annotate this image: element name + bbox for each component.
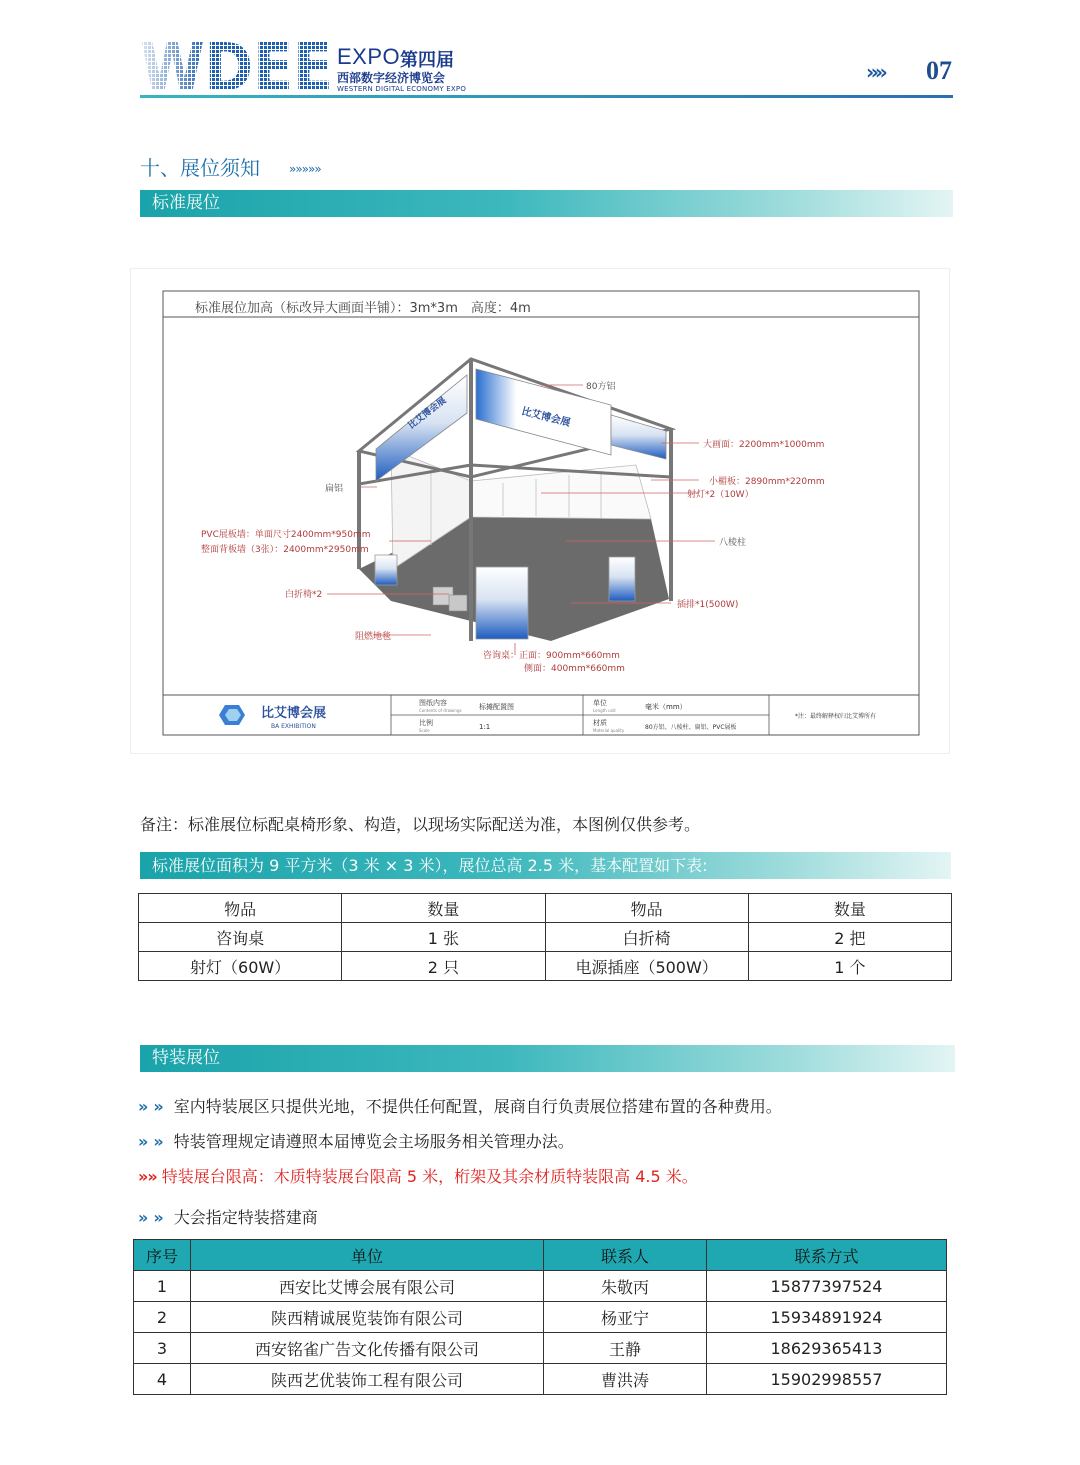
banner-brand: 比艾博会展: [520, 406, 572, 430]
bullet-arrow-icon: »: [138, 1208, 146, 1227]
page-number: 07: [926, 56, 952, 85]
callout-lintel: 小楣板：2890mm*220mm: [709, 477, 825, 487]
table-cell: 陕西精诚展览装饰有限公司: [191, 1302, 544, 1333]
config-header-qty: 数量: [342, 894, 545, 923]
table-cell: 朱敬丙: [544, 1271, 707, 1302]
callout-pillar: 八棱柱: [719, 538, 747, 548]
builders-title-text: 大会指定特装搭建商: [173, 1208, 318, 1227]
callout-desk-side: 侧面：400mm*660mm: [524, 664, 625, 674]
footer-material-value: 80方铝、八棱柱、扁铝、PVC展板: [645, 724, 737, 731]
bullet-arrow-icon: »: [153, 1097, 161, 1116]
builders-header-company: 单位: [191, 1240, 544, 1271]
expo-edition-title: 第四届: [400, 50, 454, 71]
table-cell: 1 张: [342, 923, 545, 952]
table-cell: 咨询桌: [139, 923, 342, 952]
config-table-header: [139, 894, 952, 923]
table-row: [134, 1271, 947, 1302]
footer-scale-label: 比例: [419, 719, 433, 727]
header-divider: [140, 95, 953, 98]
callout-chairs: 白折椅*2: [285, 590, 323, 600]
bullet-arrow-icon: »: [138, 1167, 146, 1186]
callout-back-wall: 整面背板墙（3张）：2400mm*2950mm: [201, 545, 369, 555]
expo-chinese-name: 西部数字经济博览会: [337, 71, 446, 85]
footer-content-label: 图纸内容: [419, 699, 447, 707]
table-cell: 王静: [544, 1333, 707, 1364]
table-cell: 电源插座（500W）: [545, 952, 748, 981]
table-cell: 15902998557: [707, 1364, 947, 1395]
bullet-arrow-icon: »: [153, 1132, 161, 1151]
footer-scale-label-en: Scale: [419, 728, 430, 733]
table-row: [134, 1333, 947, 1364]
callout-spotlight: 射灯*2（10W）: [687, 490, 754, 500]
booth-drawing-svg: [131, 269, 951, 755]
builders-header-contact: 联系人: [544, 1240, 707, 1271]
table-row: [139, 952, 952, 981]
table-cell: 白折椅: [545, 923, 748, 952]
bullet-text: 室内特装展区只提供光地，不提供任何配置，展商自行负责展位搭建布置的各种费用。: [173, 1097, 782, 1116]
table-cell: 射灯（60W）: [139, 952, 342, 981]
table-row: [134, 1364, 947, 1395]
page-arrows-icon: »»: [866, 60, 884, 84]
callout-flat-aluminum: 扁铝: [325, 484, 344, 494]
builders-title: [138, 1205, 318, 1228]
bullet-arrow-icon: »: [153, 1208, 161, 1227]
table-cell: 曹洪涛: [544, 1364, 707, 1395]
table-cell: 2 只: [342, 952, 545, 981]
left-desk: [375, 555, 397, 585]
section-title: 十、展位须知: [140, 156, 260, 180]
footer-brand-en: BA EXHIBITION: [271, 723, 316, 730]
builders-table: [133, 1239, 947, 1395]
callout-aluminum: 80方铝: [586, 382, 616, 392]
table-cell: 1 个: [748, 952, 951, 981]
special-booth-bar: 特装展位: [140, 1045, 955, 1072]
expo-english-name: WESTERN DIGITAL ECONOMY EXPO: [337, 85, 467, 93]
table-cell: 1: [134, 1271, 191, 1302]
bullet-text-red: 特装展台限高：木质特装展台限高 5 米，桁架及其余材质特装限高 4.5 米。: [161, 1167, 698, 1186]
builders-table-header: [134, 1240, 947, 1271]
special-bullet-1: [138, 1094, 782, 1117]
builders-header-phone: 联系方式: [707, 1240, 947, 1271]
wdee-logo: [140, 38, 335, 94]
footer-unit-value: 毫米（mm）: [645, 703, 687, 711]
standard-booth-bar: 标准展位: [140, 190, 953, 217]
config-header-item-2: 物品: [545, 894, 748, 923]
expo-word: EXPO: [337, 44, 401, 69]
booth-note: 备注：标准展位标配桌椅形象、构造，以现场实际配送为准，本图例仅供参考。: [140, 815, 701, 834]
builders-header-no: 序号: [134, 1240, 191, 1271]
section-arrows-icon: »»»»»: [289, 162, 321, 176]
bullet-arrow-icon: »: [147, 1167, 155, 1186]
table-cell: 4: [134, 1364, 191, 1395]
table-cell: 杨亚宁: [544, 1302, 707, 1333]
footer-unit-label-en: Length unit: [593, 708, 616, 713]
footer-content-label-en: Contents of drawings: [419, 708, 462, 713]
table-cell: 2 把: [748, 923, 951, 952]
config-table: [138, 893, 952, 981]
table-cell: 15934891924: [707, 1302, 947, 1333]
bullet-arrow-icon: »: [138, 1132, 146, 1151]
callout-pvc-wall: PVC展板墙：单面尺寸2400mm*950mm: [201, 530, 371, 540]
front-right-banner: [611, 415, 666, 459]
config-bar: 标准展位面积为 9 平方米（3 米 × 3 米），展位总高 2.5 米，基本配置如下表:: [140, 852, 951, 879]
left-banner-brand: 比艾博会展: [406, 395, 449, 432]
callout-desk-front: 咨询桌：正面：900mm*660mm: [483, 651, 620, 661]
table-cell: 15877397524: [707, 1271, 947, 1302]
footer-material-label-en: Material quality: [593, 728, 625, 733]
footer-brand: 比艾博会展: [261, 706, 327, 721]
table-cell: 西安铭雀广告文化传播有限公司: [191, 1333, 544, 1364]
footer-unit-label: 单位: [593, 699, 607, 707]
config-header-qty-2: 数量: [748, 894, 951, 923]
callout-big-panel: 大画面：2200mm*1000mm: [703, 440, 825, 450]
bullet-arrow-icon: »: [138, 1097, 146, 1116]
footer-content-value: 标摊配置图: [479, 703, 514, 711]
bullet-text: 特装管理规定请遵照本届博览会主场服务相关管理办法。: [173, 1132, 574, 1151]
config-header-item: 物品: [139, 894, 342, 923]
footer-scale-value: 1:1: [479, 723, 491, 731]
drawing-title: 标准展位加高（标改异大画面半铺）：3m*3m 高度：4m: [195, 301, 531, 316]
table-cell: 3: [134, 1333, 191, 1364]
footer-material-label: 材质: [593, 719, 607, 727]
footer-logo-icon: [219, 705, 245, 725]
footer-note: *注：最终解释权归比艾博所有: [795, 713, 877, 720]
table-cell: 西安比艾博会展有限公司: [191, 1271, 544, 1302]
callout-socket: 插排*1(500W): [677, 600, 739, 610]
table-row: [139, 923, 952, 952]
info-desk-side: [609, 557, 635, 601]
table-cell: 陕西艺优装饰工程有限公司: [191, 1364, 544, 1395]
special-bullet-2: [138, 1129, 574, 1152]
booth-drawing: [130, 268, 950, 754]
info-desk-front: [476, 567, 528, 639]
special-bullet-height-limit: [138, 1164, 698, 1187]
table-cell: 18629365413: [707, 1333, 947, 1364]
folding-chair-2: [449, 595, 467, 611]
table-row: [134, 1302, 947, 1333]
table-cell: 2: [134, 1302, 191, 1333]
callout-carpet: 阻燃地毯: [355, 632, 392, 642]
